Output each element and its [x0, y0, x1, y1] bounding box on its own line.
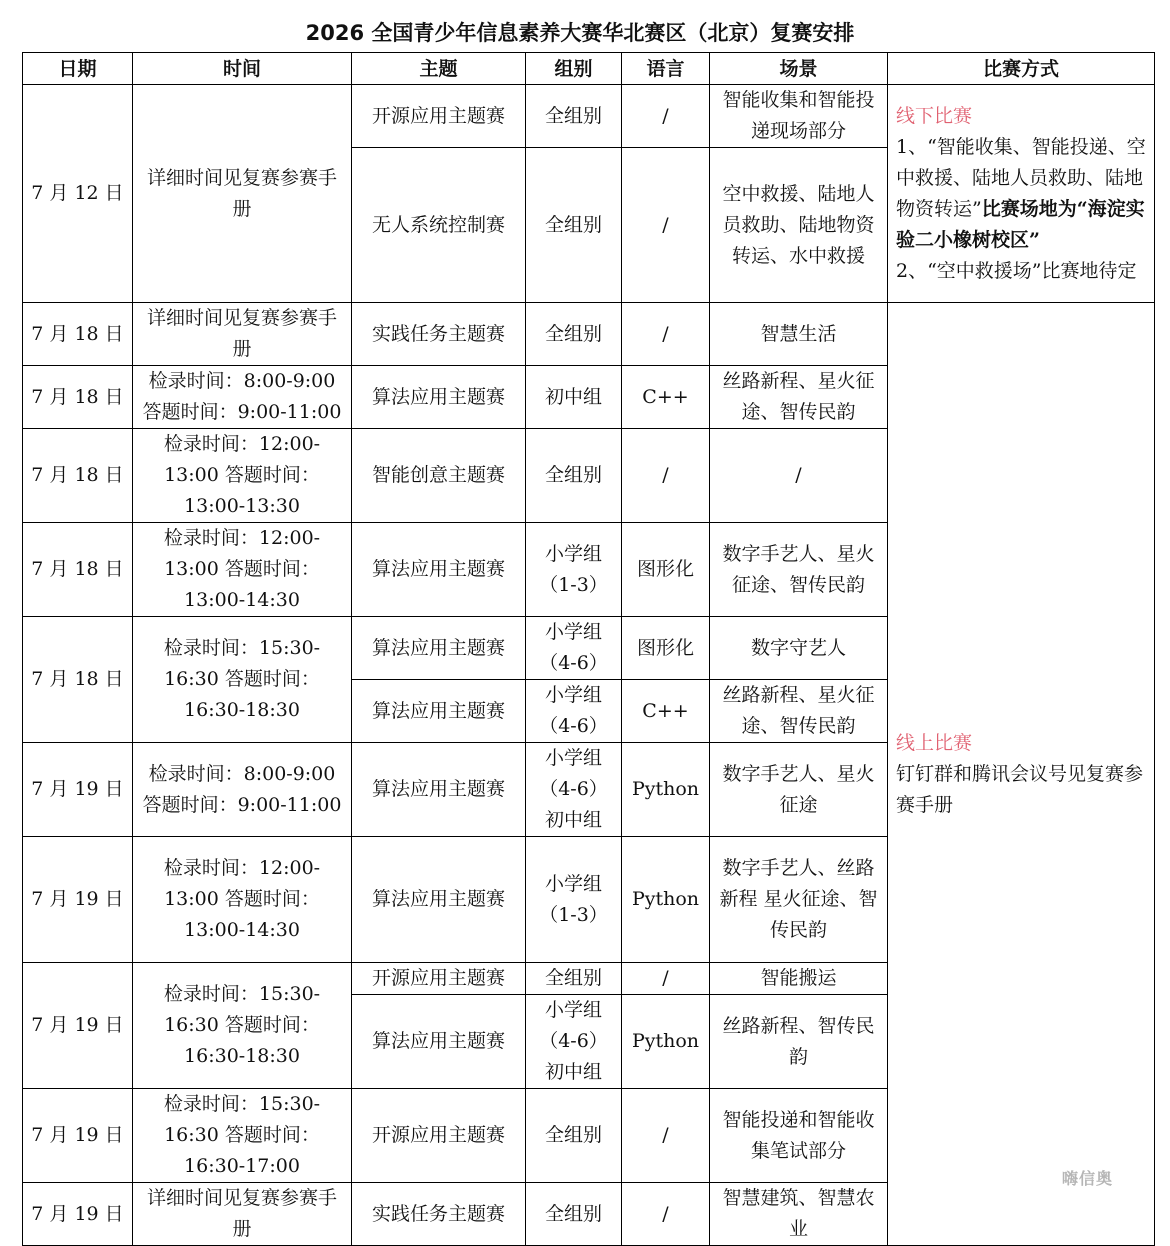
time-cell: 检录时间：8:00-9:00 答题时间：9:00-11:00	[133, 743, 352, 837]
time-cell: 检录时间：15:30-16:30 答题时间：16:30-18:30	[133, 963, 352, 1089]
date-cell: 7 月 12 日	[23, 85, 133, 303]
group-cell: 全组别	[526, 303, 622, 366]
date-cell: 7 月 18 日	[23, 523, 133, 617]
table-row	[23, 303, 1155, 366]
time-cell: 检录时间：12:00-13:00 答题时间：13:00-13:30	[133, 429, 352, 523]
col-header-mode: 比赛方式	[888, 53, 1155, 85]
theme-cell: 实践任务主题赛	[352, 1183, 526, 1246]
language-cell: /	[622, 963, 710, 995]
language-cell: /	[622, 148, 710, 303]
scene-cell: 数字手艺人、星火征途	[710, 743, 888, 837]
time-cell: 检录时间：12:00-13:00 答题时间：13:00-14:30	[133, 523, 352, 617]
header-row	[23, 53, 1155, 85]
date-cell: 7 月 19 日	[23, 963, 133, 1089]
date-cell: 7 月 19 日	[23, 1089, 133, 1183]
time-cell: 检录时间：8:00-9:00 答题时间：9:00-11:00	[133, 366, 352, 429]
online-note: 钉钉群和腾讯会议号见复赛参赛手册	[896, 762, 1144, 816]
date-cell: 7 月 18 日	[23, 366, 133, 429]
schedule-table	[22, 52, 1155, 1246]
group-cell: 初中组	[526, 366, 622, 429]
scene-cell: 数字手艺人、星火征途、智传民韵	[710, 523, 888, 617]
group-cell: 全组别	[526, 1183, 622, 1246]
language-cell: 图形化	[622, 523, 710, 617]
language-cell: 图形化	[622, 617, 710, 680]
date-cell: 7 月 18 日	[23, 429, 133, 523]
theme-cell: 开源应用主题赛	[352, 1089, 526, 1183]
theme-cell: 算法应用主题赛	[352, 995, 526, 1089]
theme-cell: 算法应用主题赛	[352, 743, 526, 837]
scene-cell: 数字守艺人	[710, 617, 888, 680]
col-header-date: 日期	[23, 53, 133, 85]
group-cell: 全组别	[526, 963, 622, 995]
offline-note-2: 2、“空中救援场”比赛地待定	[896, 259, 1137, 282]
language-cell: /	[622, 85, 710, 148]
group-cell: 小学组（4-6）	[526, 680, 622, 743]
online-heading: 线上比赛	[896, 731, 973, 754]
scene-cell: 数字手艺人、丝路新程 星火征途、智传民韵	[710, 837, 888, 963]
time-cell: 检录时间：15:30-16:30 答题时间：16:30-18:30	[133, 617, 352, 743]
time-cell: 详细时间见复赛参赛手册	[133, 1183, 352, 1246]
scene-cell: 智能投递和智能收集笔试部分	[710, 1089, 888, 1183]
col-header-time: 时间	[133, 53, 352, 85]
scene-cell: 智慧建筑、智慧农业	[710, 1183, 888, 1246]
page-title: 2026 全国青少年信息素养大赛华北赛区（北京）复赛安排	[305, 21, 855, 45]
scene-cell: 丝路新程、星火征途、智传民韵	[710, 366, 888, 429]
group-cell: 小学组（1-3）	[526, 523, 622, 617]
theme-cell: 算法应用主题赛	[352, 523, 526, 617]
date-cell: 7 月 19 日	[23, 1183, 133, 1246]
group-cell: 全组别	[526, 85, 622, 148]
group-cell: 全组别	[526, 429, 622, 523]
theme-cell: 算法应用主题赛	[352, 617, 526, 680]
time-cell: 详细时间见复赛参赛手册	[133, 85, 352, 303]
language-cell: Python	[622, 837, 710, 963]
table-row	[23, 85, 1155, 148]
col-header-theme: 主题	[352, 53, 526, 85]
time-cell: 检录时间：12:00-13:00 答题时间：13:00-14:30	[133, 837, 352, 963]
date-cell: 7 月 19 日	[23, 743, 133, 837]
language-cell: /	[622, 1183, 710, 1246]
scene-cell: 空中救援、陆地人员救助、陆地物资转运、水中救援	[710, 148, 888, 303]
group-cell: 小学组（4-6）	[526, 617, 622, 680]
scene-cell: 丝路新程、智传民韵	[710, 995, 888, 1089]
group-cell: 小学组（1-3）	[526, 837, 622, 963]
offline-mode-cell	[888, 85, 1155, 303]
offline-venue-note: 1、“智能收集、智能投递、空中救援、陆地人员救助、陆地物资转运”比赛场地为“海淀实验二小橡树校区”	[896, 135, 1146, 251]
group-cell: 小学组（4-6）初中组	[526, 995, 622, 1089]
col-header-group: 组别	[526, 53, 622, 85]
language-cell: Python	[622, 995, 710, 1089]
theme-cell: 算法应用主题赛	[352, 837, 526, 963]
date-cell: 7 月 18 日	[23, 303, 133, 366]
scene-cell: 丝路新程、星火征途、智传民韵	[710, 680, 888, 743]
scene-cell: /	[710, 429, 888, 523]
language-cell: /	[622, 1089, 710, 1183]
online-mode-cell	[888, 303, 1155, 1246]
language-cell: C++	[622, 366, 710, 429]
group-cell: 全组别	[526, 148, 622, 303]
language-cell: /	[622, 303, 710, 366]
date-cell: 7 月 18 日	[23, 617, 133, 743]
time-cell: 检录时间：15:30-16:30 答题时间：16:30-17:00	[133, 1089, 352, 1183]
language-cell: C++	[622, 680, 710, 743]
theme-cell: 实践任务主题赛	[352, 303, 526, 366]
group-cell: 小学组（4-6）初中组	[526, 743, 622, 837]
col-header-language: 语言	[622, 53, 710, 85]
group-cell: 全组别	[526, 1089, 622, 1183]
language-cell: /	[622, 429, 710, 523]
date-cell: 7 月 19 日	[23, 837, 133, 963]
offline-heading: 线下比赛	[896, 104, 973, 127]
scene-cell: 智慧生活	[710, 303, 888, 366]
scene-cell: 智能收集和智能投递现场部分	[710, 85, 888, 148]
theme-cell: 智能创意主题赛	[352, 429, 526, 523]
time-cell: 详细时间见复赛参赛手册	[133, 303, 352, 366]
theme-cell: 开源应用主题赛	[352, 85, 526, 148]
theme-cell: 开源应用主题赛	[352, 963, 526, 995]
theme-cell: 算法应用主题赛	[352, 680, 526, 743]
watermark-logo: 嗨信奥	[1062, 1169, 1114, 1188]
theme-cell: 算法应用主题赛	[352, 366, 526, 429]
theme-cell: 无人系统控制赛	[352, 148, 526, 303]
language-cell: Python	[622, 743, 710, 837]
scene-cell: 智能搬运	[710, 963, 888, 995]
col-header-scene: 场景	[710, 53, 888, 85]
